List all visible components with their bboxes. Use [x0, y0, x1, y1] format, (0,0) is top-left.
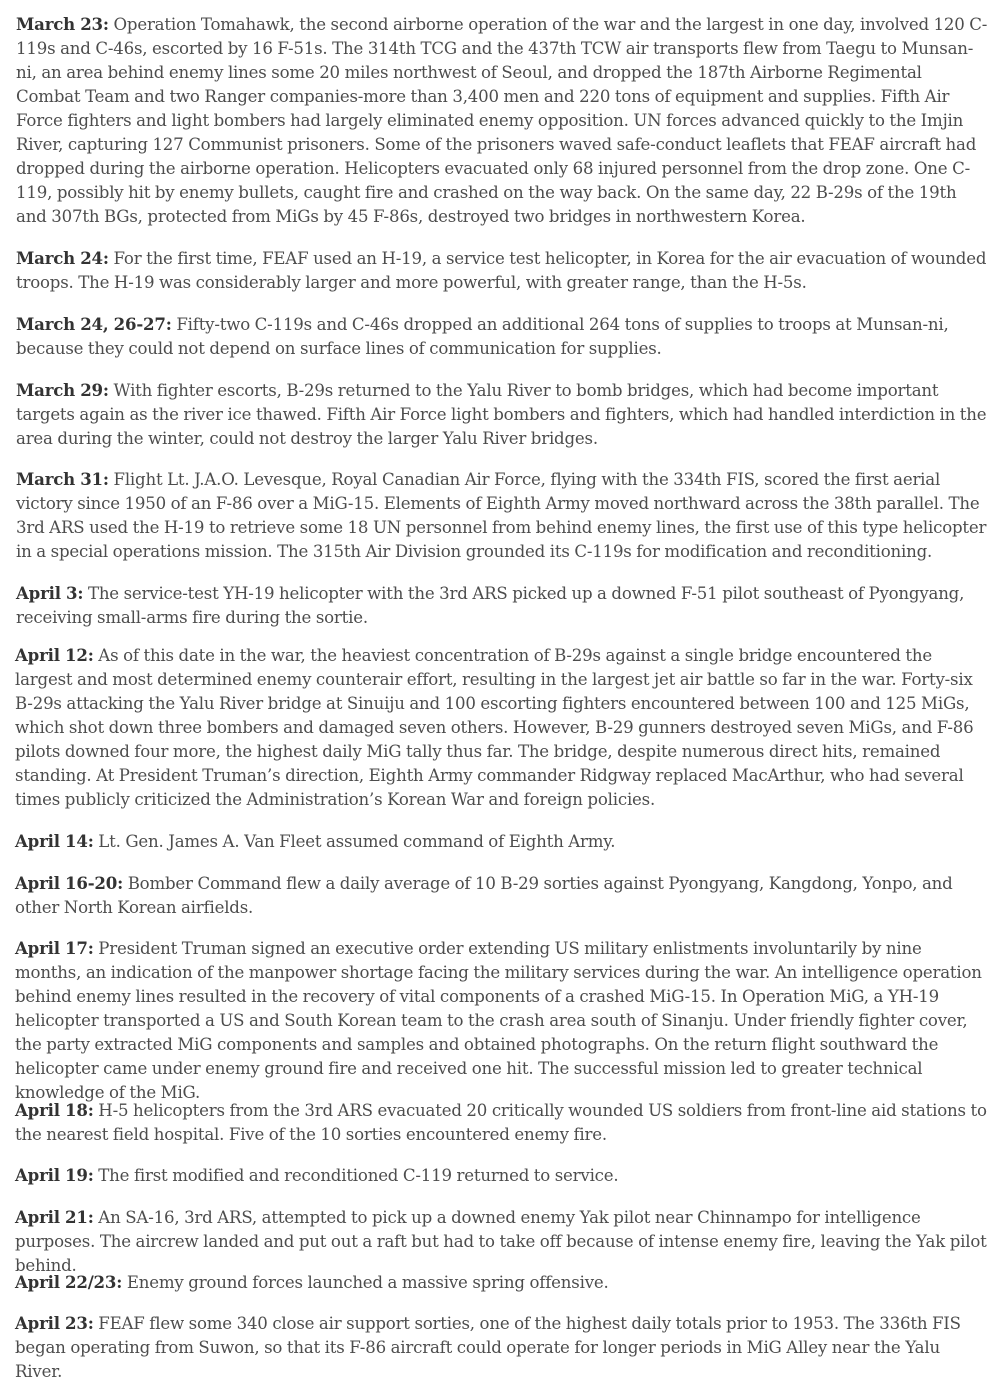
entry-text: Bomber Command flew a daily average of 10 B-29 sorties against Pyongyang, Kangdong, Yonpo, and other North Korean airfields. — [15, 874, 953, 917]
entry-date: April 19: — [15, 1165, 94, 1185]
entry-date: April 23: — [15, 1313, 94, 1333]
entry-date: April 3: — [16, 583, 84, 603]
entry-april-18 — [15, 1098, 990, 1147]
entry-date: March 24, 26-27: — [16, 314, 172, 334]
entry-text: An SA-16, 3rd ARS, attempted to pick up a downed enemy Yak pilot near Chinnampo for intelligence purposes. The aircrew landed and put out a raft but had to take off because of intense enemy fire, leaving the Yak pilot behind. — [15, 1208, 987, 1275]
entry-text: Enemy ground forces launched a massive spring offensive. — [122, 1273, 609, 1292]
entry-march-23 — [16, 12, 988, 229]
entry-april-19 — [15, 1163, 990, 1188]
entry-text: With fighter escorts, B-29s returned to the Yalu River to bomb bridges, which had become important targets again as the river ice thawed. Fifth Air Force light bombers and fighters, which had handled interdiction in the area during the winter, could not destroy the larger Yalu River bridges. — [16, 381, 987, 448]
entry-text: The first modified and reconditioned C-119 returned to service. — [93, 1166, 619, 1185]
entry-april-14 — [15, 829, 990, 854]
entry-text: Fifty-two C-119s and C-46s dropped an additional 264 tons of supplies to troops at Munsan-ni, because they could not depend on surface lines of communication for supplies. — [16, 315, 949, 358]
entry-april-3 — [16, 581, 988, 630]
entry-text: FEAF flew some 340 close air support sorties, one of the highest daily totals prior to 1953. The 336th FIS began operating from Suwon, so that its F-86 aircraft could operate for longer periods in MiG Alley near the Yalu River. — [15, 1314, 961, 1381]
entry-april-17 — [15, 936, 990, 1105]
entry-march-24-26-27 — [16, 312, 988, 361]
entry-date: March 29: — [16, 380, 109, 400]
entry-text: For the first time, FEAF used an H-19, a service test helicopter, in Korea for the air evacuation of wounded troops. The H-19 was considerably larger and more powerful, with greater range, than the H-5s. — [16, 249, 987, 292]
entry-date: April 18: — [15, 1100, 94, 1120]
entry-date: April 22/23: — [15, 1272, 123, 1292]
entry-date: April 21: — [15, 1207, 94, 1227]
entry-text: Operation Tomahawk, the second airborne operation of the war and the largest in one day, involved 120 C-119s and C-46s, escorted by 16 F-51s. The 314th TCG and the 437th TCW air transports flew from Taegu to Munsan-ni, an area behind enemy lines some 20 miles northwest of Seoul, and dropped the 187th Airborne Regimental Combat Team and two Ranger companies-more than 3,400 men and 220 tons of equipment and supplies. Fifth Air Force fighters and light bombers had largely eliminated enemy opposition. UN forces advanced quickly to the Imjin River, capturing 127 Communist prisoners. Some of the prisoners waved safe-conduct leaflets that FEAF aircraft had dropped during the airborne operation. Helicopters evacuated only 68 injured personnel from the drop zone. One C-119, possibly hit by enemy bullets, caught fire and crashed on the way back. On the same day, 22 B-29s of the 19th and 307th BGs, protected from MiGs by 45 F-86s, destroyed two bridges in northwestern Korea. — [16, 15, 988, 226]
entry-date: April 12: — [15, 645, 94, 665]
entry-text: Lt. Gen. James A. Van Fleet assumed command of Eighth Army. — [93, 832, 616, 851]
entry-april-12 — [15, 643, 990, 812]
entry-date: March 31: — [16, 469, 109, 489]
entry-text: H-5 helicopters from the 3rd ARS evacuated 20 critically wounded US soldiers from front-line aid stations to the nearest field hospital. Five of the 10 sorties encountered enemy fire. — [15, 1101, 987, 1144]
entry-date: April 17: — [15, 938, 94, 958]
entry-text: As of this date in the war, the heaviest concentration of B-29s against a single bridge encountered the largest and most determined enemy counterair effort, resulting in the largest jet air battle so far in the war. Forty-six B-29s attacking the Yalu River bridge at Sinuiju and 100 escorting fighters encountered between 100 and 125 MiGs, which shot down three bombers and damaged seven others. However, B-29 gunners destroyed seven MiGs, and F-86 pilots downed four more, the highest daily MiG tally thus far. The bridge, despite numerous direct hits, remained standing. At President Truman’s direction, Eighth Army commander Ridgway replaced MacArthur, who had several times publicly criticized the Administration’s Korean War and foreign policies. — [15, 646, 974, 809]
entry-text: The service-test YH-19 helicopter with the 3rd ARS picked up a downed F-51 pilot southeast of Pyongyang, receiving small-arms fire during the sortie. — [16, 584, 965, 627]
entry-march-29 — [16, 378, 988, 451]
entry-march-24 — [16, 246, 988, 295]
entry-april-16-20 — [15, 871, 990, 920]
entry-april-22-23 — [15, 1270, 990, 1295]
entry-april-21 — [15, 1205, 990, 1278]
entry-text: President Truman signed an executive order extending US military enlistments involuntarily by nine months, an indication of the manpower shortage facing the military services during the war. An intelligence operation behind enemy lines resulted in the recovery of vital components of a crashed MiG-15. In Operation MiG, a YH-19 helicopter transported a US and South Korean team to the crash area south of Sinanju. Under friendly fighter cover, the party extracted MiG components and samples and obtained photographs. On the return flight southward the helicopter came under enemy ground fire and received one hit. The successful mission led to greater technical knowledge of the MiG. — [15, 939, 982, 1102]
entry-text: Flight Lt. J.A.O. Levesque, Royal Canadian Air Force, flying with the 334th FIS, scored the first aerial victory since 1950 of an F-86 over a MiG-15. Elements of Eighth Army moved northward across the 38th parallel. The 3rd ARS used the H-19 to retrieve some 18 UN personnel from behind enemy lines, the first use of this type helicopter in a special operations mission. The 315th Air Division grounded its C-119s for modification and reconditioning. — [16, 470, 987, 561]
entry-april-23 — [15, 1311, 990, 1384]
entry-date: March 23: — [16, 14, 109, 34]
entry-march-31 — [16, 467, 988, 564]
entry-date: March 24: — [16, 248, 109, 268]
entry-date: April 16-20: — [15, 873, 124, 893]
entry-date: April 14: — [15, 831, 94, 851]
